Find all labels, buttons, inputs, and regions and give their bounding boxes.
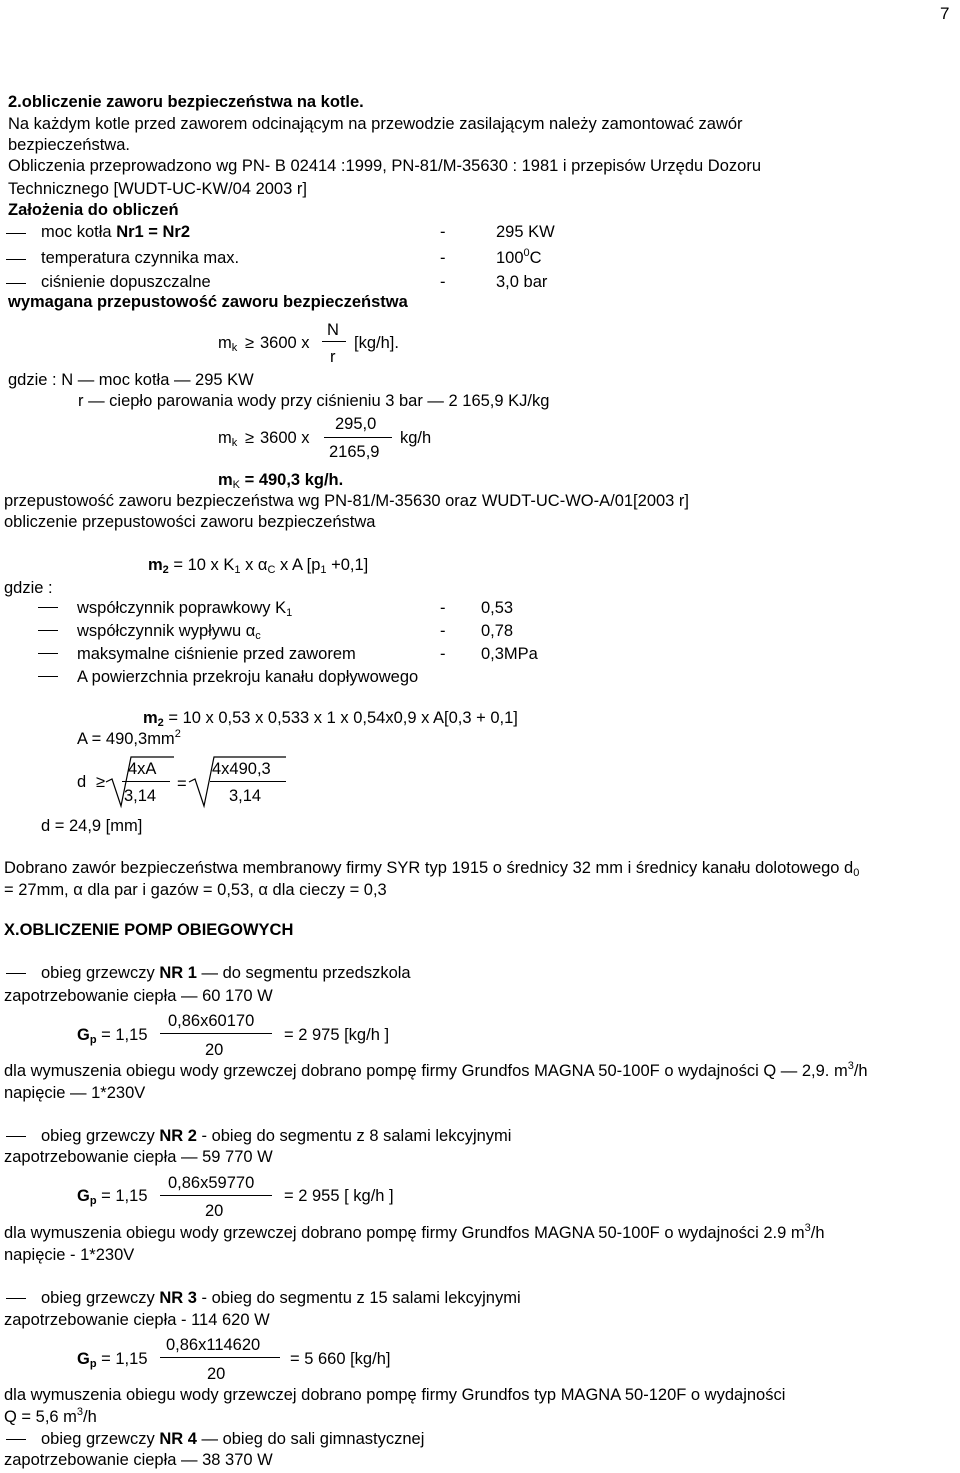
ge-sign: ≥ xyxy=(96,773,106,791)
dash-bullet xyxy=(38,676,58,677)
ge-sign: ≥ xyxy=(245,334,255,352)
dash-bullet xyxy=(38,630,58,631)
dash-bullet xyxy=(6,283,26,284)
paragraph-line: obliczenie przepustowości zaworu bezpieczeństwa xyxy=(4,513,376,531)
circuit-title: obieg grzewczy NR 3 - obieg do segmentu z 15 salami lekcyjnymi xyxy=(41,1289,521,1307)
where-line: gdzie : N — moc kotła — 295 KW xyxy=(8,371,254,389)
formula-unit: [kg/h]. xyxy=(354,334,399,352)
fraction-numerator: 0,86x114620 xyxy=(166,1336,261,1354)
formula-lhs: d xyxy=(77,773,87,791)
dash-bullet xyxy=(38,607,58,608)
coefficient-separator: - xyxy=(440,645,446,663)
paragraph-line: Technicznego [WUDT-UC-KW/04 2003 r] xyxy=(8,180,307,198)
fraction-numerator: 4xA xyxy=(128,760,157,778)
coefficient-value: 0,3MPa xyxy=(481,645,538,663)
pump-capacity: Q = 5,6 $m^3/h$ xyxy=(4,1406,97,1426)
fraction-denominator: r xyxy=(330,348,336,366)
dash-bullet xyxy=(6,259,26,260)
pump-selection: dla wymuszenia obiegu wody grzewczej dobrano pompę firmy Grundfos typ MAGNA 50-120F o wydajności xyxy=(4,1386,786,1404)
paragraph-line: Obliczenia przeprowadzono wg PN- B 02414 :1999, PN-81/M-35630 : 1981 i przepisów Urzędu Dozoru xyxy=(8,157,761,175)
pump-selection: dla wymuszenia obiegu wody grzewczej dobrano pompę firmy Grundfos MAGNA 50-100F o wydajności Q — 2,9. $m^3/h$ xyxy=(4,1060,868,1080)
flow-result: = 5 660 [kg/h] xyxy=(290,1350,391,1368)
heat-demand: zapotrzebowanie ciepła - 114 620 W xyxy=(4,1311,270,1329)
heat-demand: zapotrzebowanie ciepła — 59 770 W xyxy=(4,1148,273,1166)
formula-line: m2 = 10 x 0,53 x 0,533 x 1 x 0,54x0,9 x A[0,3 + 0,1] xyxy=(143,709,518,729)
formula-constant: 3600 x xyxy=(260,334,310,352)
fraction-denominator: 20 xyxy=(207,1365,226,1383)
paragraph-line: = 27mm, α dla par i gazów = 0,53, α dla cieczy = 0,3 xyxy=(4,881,387,899)
coefficient-label: A powierzchnia przekroju kanału dopływowego xyxy=(77,668,419,686)
capacity-heading: wymagana przepustowość zaworu bezpieczeństwa xyxy=(8,293,408,311)
section-heading: X.OBLICZENIE POMP OBIEGOWYCH xyxy=(4,921,294,939)
assumption-separator: - xyxy=(440,273,446,291)
coefficient-label: współczynnik wypływu αc xyxy=(77,622,261,642)
fraction-numerator: 4x490,3 xyxy=(212,760,271,778)
equals-sign: = xyxy=(177,775,187,793)
circuit-title: obieg grzewczy NR 4 — obieg do sali gimnastycznej xyxy=(41,1430,425,1448)
formula-line: m2 = 10 x K1 x αC x A [p1 +0,1] xyxy=(148,556,369,576)
pump-selection: dla wymuszenia obiegu wody grzewczej dobrano pompę firmy Grundfos MAGNA 50-100F o wydajności 2.9 $m^3/h$ xyxy=(4,1222,825,1242)
formula-unit: kg/h xyxy=(400,429,432,447)
formula-lhs: mk xyxy=(218,334,238,354)
assumption-separator: - xyxy=(440,223,446,241)
diameter-result: d = 24,9 [mm] xyxy=(41,817,143,835)
coefficient-separator: - xyxy=(440,599,446,617)
heat-demand: zapotrzebowanie ciepła — 60 170 W xyxy=(4,987,273,1005)
flow-result: = 2 955 [ kg/h ] xyxy=(284,1187,394,1205)
fraction-bar xyxy=(160,1033,272,1034)
fraction-denominator: 20 xyxy=(205,1202,224,1220)
fraction-bar xyxy=(160,1195,272,1196)
section-heading: 2.obliczenie zaworu bezpieczeństwa na kotle. xyxy=(8,93,364,111)
assumption-value: 3,0 bar xyxy=(496,273,548,291)
assumption-value: $100^0C$ xyxy=(496,247,542,267)
pump-voltage: napięcie — 1*230V xyxy=(4,1084,146,1102)
formula-constant: 3600 x xyxy=(260,429,310,447)
fraction-bar xyxy=(122,781,170,782)
coefficient-label: współczynnik poprawkowy K1 xyxy=(77,599,293,619)
fraction-denominator: 20 xyxy=(205,1041,224,1059)
ge-sign: ≥ xyxy=(245,429,255,447)
assumption-label: moc kotła Nr1 = Nr2 xyxy=(41,223,191,241)
flow-formula-lhs: Gp = 1,15 xyxy=(77,1350,148,1370)
dash-bullet xyxy=(6,1439,26,1440)
coefficient-label: maksymalne ciśnienie przed zaworem xyxy=(77,645,356,663)
dash-bullet xyxy=(6,973,26,974)
assumption-label: ciśnienie dopuszczalne xyxy=(41,273,211,291)
dash-bullet xyxy=(6,233,26,234)
where-line: r — ciepło parowania wody przy ciśnieniu 3 bar — 2 165,9 KJ/kg xyxy=(78,392,550,410)
coefficient-separator: - xyxy=(440,622,446,640)
fraction-bar xyxy=(210,781,286,782)
dash-bullet xyxy=(6,1136,26,1137)
circuit-title: obieg grzewczy NR 2 - obieg do segmentu z 8 salami lekcyjnymi xyxy=(41,1127,512,1145)
page-number: 7 xyxy=(940,4,950,23)
fraction-denominator: 3,14 xyxy=(229,787,262,805)
assumption-label: temperatura czynnika max. xyxy=(41,249,240,267)
coefficient-value: 0,53 xyxy=(481,599,514,617)
assumption-value: 295 KW xyxy=(496,223,555,241)
paragraph-line: Dobrano zawór bezpieczeństwa membranowy firmy SYR typ 1915 o średnicy 32 mm i średnicy kanału dolotowego d0 xyxy=(4,859,860,879)
formula-lhs: mk xyxy=(218,429,238,449)
fraction-bar xyxy=(160,1357,280,1358)
fraction-denominator: 2165,9 xyxy=(329,443,380,461)
fraction-numerator: N xyxy=(327,321,339,339)
dash-bullet xyxy=(38,653,58,654)
fraction-bar xyxy=(322,341,346,342)
fraction-denominator: 3,14 xyxy=(124,787,157,805)
paragraph-line: przepustowość zaworu bezpieczeństwa wg PN-81/M-35630 oraz WUDT-UC-WO-A/01[2003 r] xyxy=(4,492,690,510)
flow-formula-lhs: Gp = 1,15 xyxy=(77,1187,148,1207)
circuit-title: obieg grzewczy NR 1 — do segmentu przedszkola xyxy=(41,964,411,982)
fraction-numerator: 0,86x60170 xyxy=(168,1012,255,1030)
flow-formula-lhs: Gp = 1,15 xyxy=(77,1026,148,1046)
dash-bullet xyxy=(6,1298,26,1299)
flow-result: = 2 975 [kg/h ] xyxy=(284,1026,390,1044)
coefficient-value: 0,78 xyxy=(481,622,514,640)
heat-demand: zapotrzebowanie ciepła — 38 370 W xyxy=(4,1451,273,1469)
fraction-numerator: 0,86x59770 xyxy=(168,1174,255,1192)
fraction-numerator: 295,0 xyxy=(335,415,377,433)
area-value: $A = 490,3mm^2$ xyxy=(77,728,181,748)
fraction-bar xyxy=(324,437,392,438)
where-label: gdzie : xyxy=(4,579,53,597)
pump-voltage: napięcie - 1*230V xyxy=(4,1246,135,1264)
paragraph-line: bezpieczeństwa. xyxy=(8,136,130,154)
assumptions-heading: Założenia do obliczeń xyxy=(8,201,179,219)
formula-result: mK = 490,3 kg/h. xyxy=(218,471,344,491)
assumption-separator: - xyxy=(440,249,446,267)
paragraph-line: Na każdym kotle przed zaworem odcinającym na przewodzie zasilającym należy zamontować zawór xyxy=(8,115,743,133)
